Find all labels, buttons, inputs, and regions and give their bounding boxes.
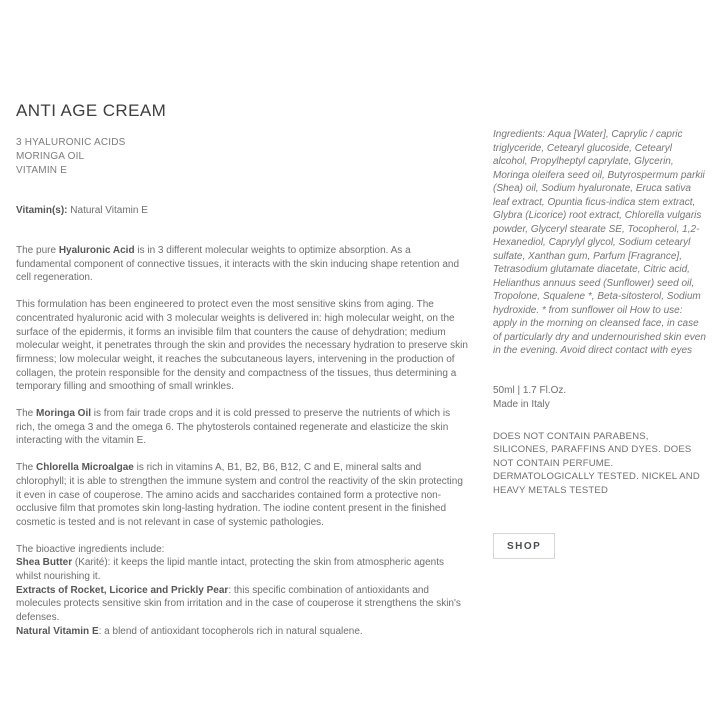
description-paragraph: The Moringa Oil is from fair trade crops and it is cold pressed to preserve the nutrients of which is rich, the omega 3 and the omega 6. The phytosterols contained regenerate and elasticize the skin interacting with the vitamin E.: [16, 408, 451, 447]
description-paragraph: The bioactive ingredients include:: [16, 543, 165, 555]
origin-text: Made in Italy: [493, 398, 550, 410]
description-paragraph: This formulation has been engineered to protect even the most sensitive skins from aging. The concentrated hyaluronic acid with 3 molecular weights is delivered in: high molecular weight, on the surface of the epidermis, it forms an invisible film that counters the cause of dehydration; medium molecular weight, it penetrates through the skin and provides the necessary hydration to preserve skin firmness; low molecular weight, it reaches the subcutaneous layers, intervening in the production of collagen, the protein responsible for the density and compactness of the tissues, thus determining a temporary filling and smoothing of small wrinkles.: [16, 299, 468, 393]
vitamins-label: Vitamin(s):: [16, 205, 68, 216]
description-paragraph: The Chlorella Microalgae is rich in vitamins A, B1, B2, B6, B12, C and E, mineral salts and chlorophyll; it is able to strengthen the immune system and control the reactivity of the skin protecting it even in case of couperose. The amino acids and saccharides contained form a protective non-occlusive film that promotes skin long-lasting hydration. The iodine content present in the finished cosmetic is tested and is not relevant in case of systemic pathologies.: [16, 462, 463, 528]
vitamins-value: Natural Vitamin E: [70, 205, 148, 216]
product-subtitle: [16, 136, 468, 178]
vitamins-line: [16, 204, 468, 217]
product-info-sidebar: [493, 128, 706, 720]
page-title: ANTI AGE CREAM: [16, 101, 167, 120]
product-description-column: [16, 101, 468, 720]
subtitle-line: VITAMIN E: [16, 165, 68, 176]
subtitle-line: 3 HYALURONIC ACIDS: [16, 137, 126, 148]
description-paragraph: Extracts of Rocket, Licorice and Prickly Pear: this specific combination of antioxidants and molecules protects sensitive skin from irritation and in the case of couperose it strengthens the skin's defenses.: [16, 584, 461, 624]
size-text: 50ml | 1.7 Fl.Oz.: [493, 384, 567, 396]
description-paragraph: Natural Vitamin E: a blend of antioxidant tocopherols rich in natural squalene.: [16, 625, 363, 637]
size-block: [493, 384, 706, 412]
description-paragraphs: [16, 244, 468, 639]
claims-text: DOES NOT CONTAIN PARABENS, SILICONES, PARAFFINS AND DYES. DOES NOT CONTAIN PERFUME. DERMATOLOGICALLY TESTED. NICKEL AND HEAVY METALS TESTED: [493, 430, 700, 496]
description-paragraph: The pure Hyaluronic Acid is in 3 different molecular weights to optimize absorption. As a fundamental component of connective tissues, it interacts with the skin inducing shape retention and cell regeneration.: [16, 245, 460, 284]
shop-button[interactable]: SHOP: [493, 533, 555, 559]
subtitle-line: MORINGA OIL: [16, 151, 85, 162]
ingredients-text: Ingredients: Aqua [Water], Caprylic / capric triglyceride, Cetearyl glucoside, Cetearyl alcohol, Propylheptyl caprylate, Glycerin, Moringa oleifera seed oil, Butyrospermum parkii (Shea) oil, Sodium hyaluronate, Eruca sativa leaf extract, Opuntia ficus-indica stem extract, Glybra (Licorice) root extract, Chlorella vulgaris powder, Glyceryl stearate SE, Tocopherol, 1,2-Hexanediol, Caprylyl glycol, Sodium cetearyl sulfate, Xanthan gum, Parfum [Fragrance], Tetrasodium glutamate diacetate, Citric acid, Helianthus annuus seed (Sunflower) seed oil, Tropolone, Squalene *, Beta-sitosterol, Sodium hydroxide. * from sunflower oil How to use: apply in the morning on cleansed face, in case of particularly dry and undernourished skin even in the evening. Avoid direct contact with eyes: [493, 129, 706, 356]
description-paragraph: Shea Butter (Karité): it keeps the lipid mantle intact, protecting the skin from atmospheric agents whilst nourishing it.: [16, 557, 444, 583]
